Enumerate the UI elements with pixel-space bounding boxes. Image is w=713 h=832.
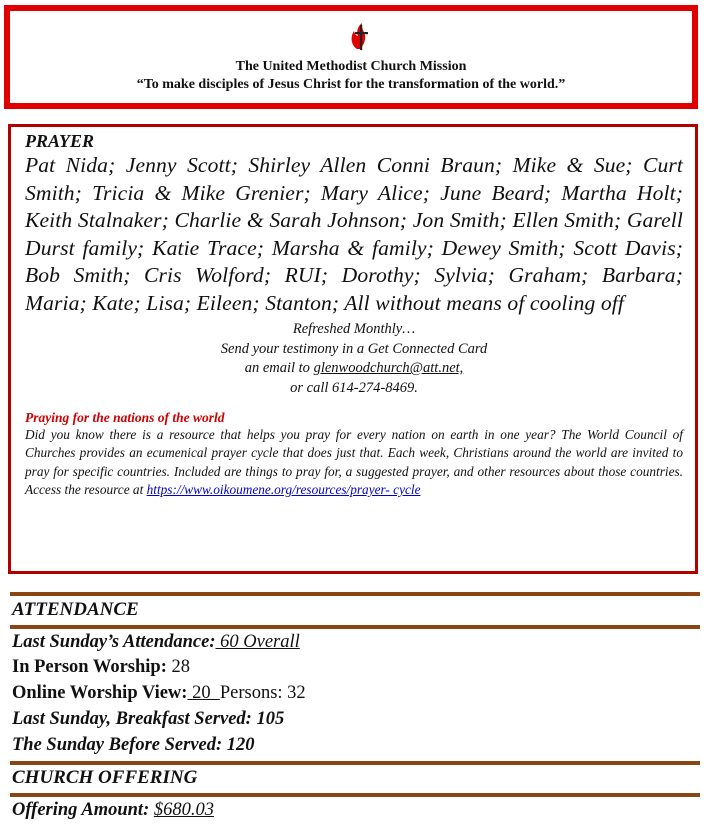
email-prefix: an email to <box>244 360 314 376</box>
divider <box>10 592 700 596</box>
divider <box>10 625 700 629</box>
prayer-box <box>8 124 698 574</box>
offering-heading: CHURCH OFFERING <box>12 767 198 788</box>
online-value: 20 <box>187 683 220 703</box>
mission-title: The United Methodist Church Mission <box>235 59 467 74</box>
prayer-names: Pat Nida; Jenny Scott; Shirley Allen Conni Braun; Mike & Sue; Curt Smith; Tricia & Mike Grenier; Mary Alice; June Beard; Martha Holt; Keith Stalnaker; Charlie & Sarah Johnson; Jon Smith; Ellen Smith; Garell Durst family; Katie Trace; Marsha & family; Dewey Smith; Scott Davis; Bob Smith; Cris Wolford; RUI; Dorothy; Sylvia; Graham; Barbara; Maria; Kate; Lisa; Eileen; Stanton; All without means of cooling off <box>25 153 683 315</box>
refresh-info <box>25 320 683 398</box>
nations-text: Did you know there is a resource that helps you pray for every nation on earth in one year? The World Council of Churches provides an ecumenical prayer cycle that does just that. Each week, Christians around the world are invited to pray for specific countries. Included are things to pray for, a suggested prayer, and other resources about those countries. Access the resource at <box>25 427 683 497</box>
nations-body <box>25 426 683 499</box>
last-sunday-value: 60 Overall <box>215 632 300 652</box>
persons-value: 32 <box>282 683 306 703</box>
divider <box>10 761 700 765</box>
attendance-heading: ATTENDANCE <box>12 599 139 620</box>
email-link[interactable]: glenwoodchurch@att.net, <box>313 360 464 376</box>
email-line <box>25 359 683 379</box>
prayer-cycle-link[interactable]: https://www.oikoumene.org/resources/prayer- cycle <box>146 481 421 497</box>
online-label: Online Worship View: <box>12 683 188 703</box>
persons-label: Persons: <box>219 683 283 703</box>
testimony-note: Send your testimony in a Get Connected Card <box>220 340 488 357</box>
last-sunday-label: Last Sunday’s Attendance: <box>12 632 216 652</box>
in-person-value: 28 <box>166 657 191 677</box>
breakfast-served: Last Sunday, Breakfast Served: 105 <box>12 709 285 729</box>
in-person-label: In Person Worship: <box>12 657 167 677</box>
offering-label: Offering Amount: <box>12 800 150 820</box>
divider <box>10 793 700 797</box>
mission-box <box>4 5 698 109</box>
last-sunday-attendance <box>12 632 300 653</box>
refreshed-note: Refreshed Monthly… <box>292 321 416 337</box>
mission-motto: “To make disciples of Jesus Christ for the transformation of the world.” <box>136 77 566 92</box>
online-worship <box>12 683 306 704</box>
in-person-worship <box>12 657 190 678</box>
nations-title: Praying for the nations of the world <box>25 410 225 425</box>
sunday-before-served: The Sunday Before Served: 120 <box>12 735 255 755</box>
prayer-heading: PRAYER <box>25 131 95 151</box>
offering-amount <box>12 800 214 821</box>
cross-and-flame-icon <box>348 21 370 51</box>
offering-value: $680.03 <box>153 800 214 820</box>
phone-line: or call 614-274-8469. <box>290 379 418 396</box>
